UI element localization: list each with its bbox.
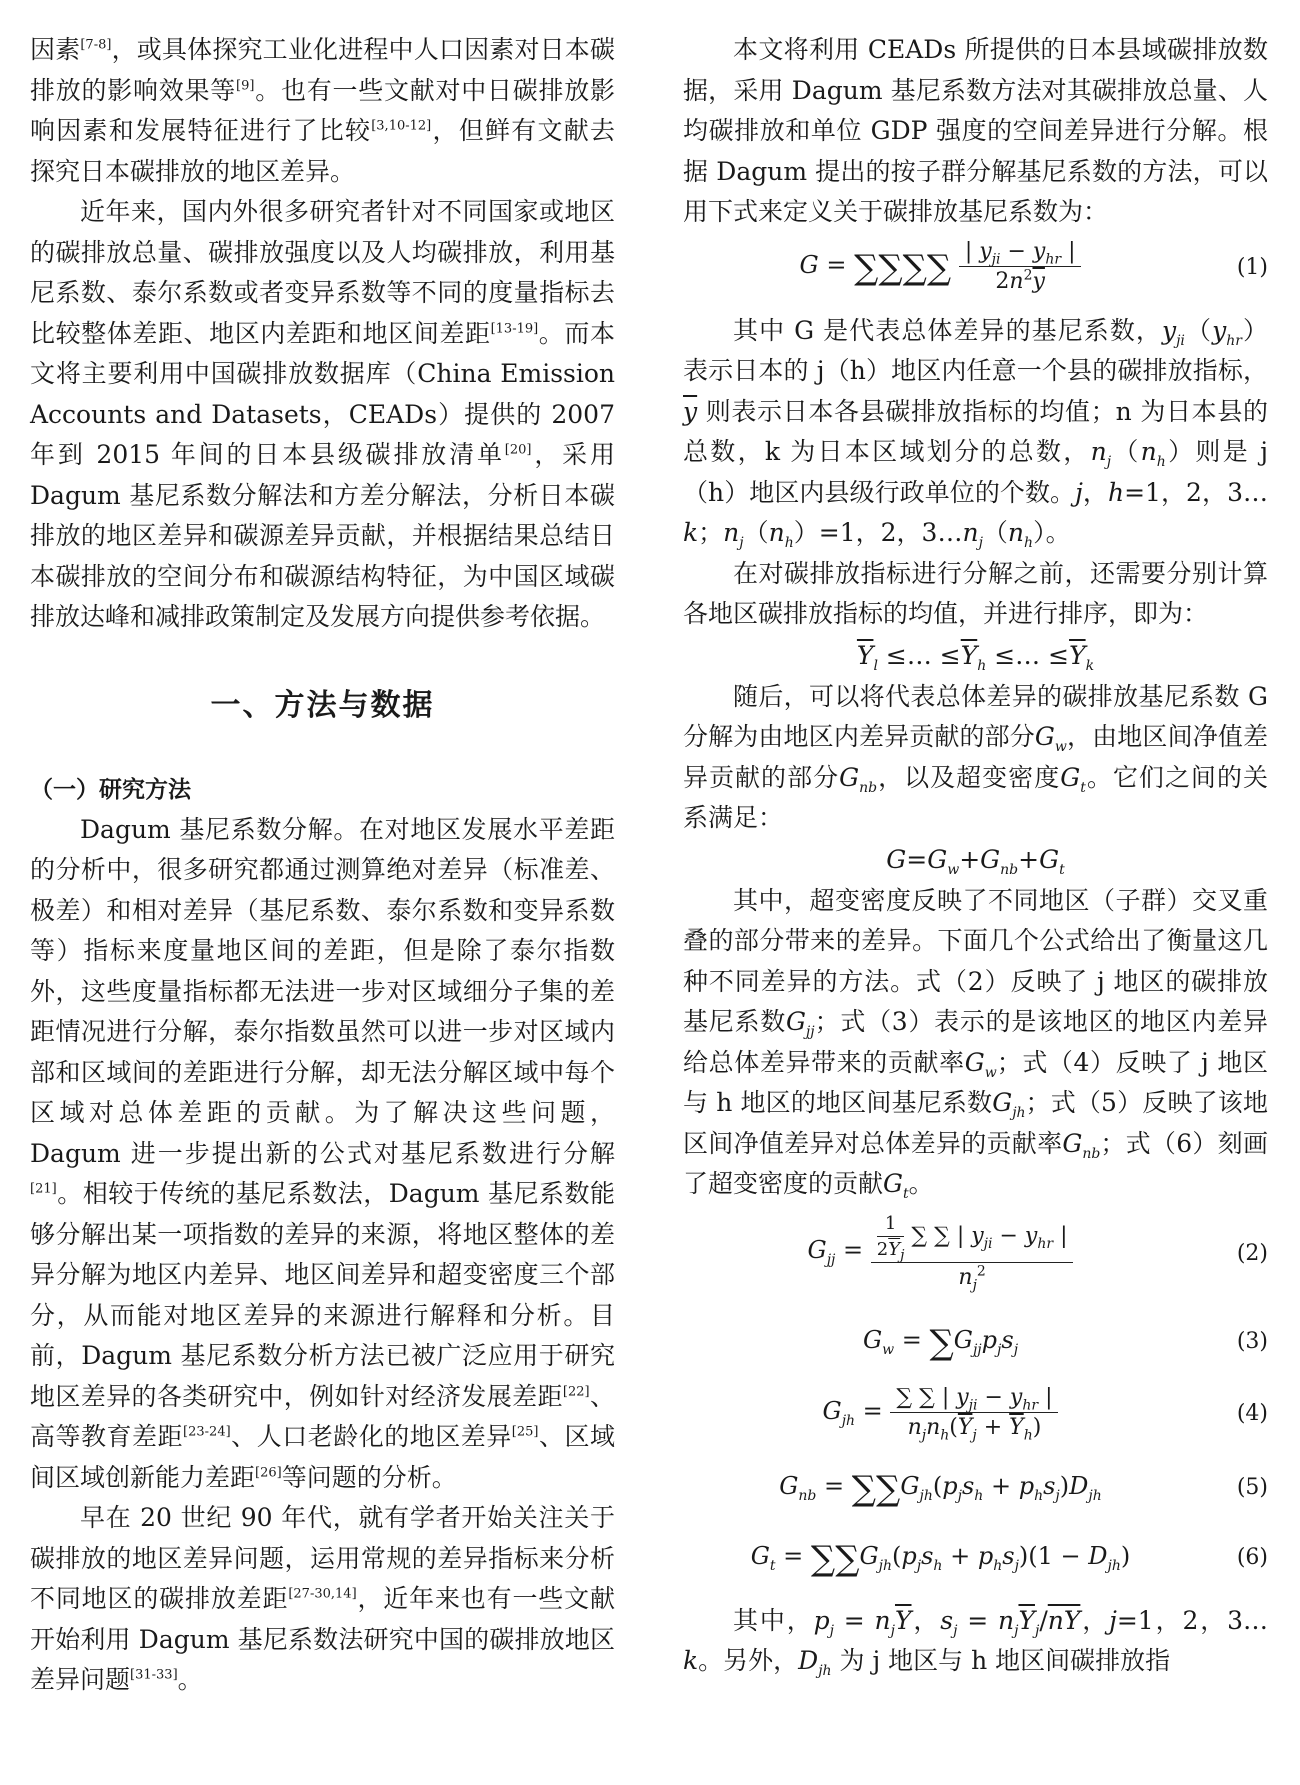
citation[interactable]: [25] bbox=[511, 1424, 539, 1440]
equation-5: $G_{nb} = \sum\sum G_{jh}(p_js_h + p_hs_j)D_{jh}$ (5) bbox=[779, 1468, 1268, 1509]
right-column bbox=[683, 30, 1268, 1682]
section-heading: 一、方法与数据 bbox=[210, 687, 435, 723]
decomposition-identity: $G=G_w+G_{nb}+G_t$ bbox=[886, 844, 1065, 878]
paragraph-dagum-method: Dagum 基尼系数分解。在对地区发展水平差距的分析中，很多研究都通过测算绝对差异（标准差、极差）和相对差异（基尼系数、泰尔系数和变异系数等）指标来度量地区间的差距，但是除了泰尔指数外，这些度量指标都无法进一步对区域细分子集的差距情况进行分解，泰尔指数虽然可以进一步对区域内部和区域间的差距进行分解，却无法分解区域中每个区域对总体差距的贡献。为了解决这些问题，Dagum 进一步提出新的公式对基尼系数进行分解[21]。相较于传统的基尼系数法，Dagum 基尼系数能够分解出某一项指数的差异的来源，将地区整体的差异分解为地区内差异、地区间差异和超变密度三个部分，从而能对地区差异的来源进行解释和分析。目前，Dagum 基尼系数分析方法已被广泛应用于研究地区差异的各类研究中，例如针对经济发展差距[22]、高等教育差距[23-24]、人口老龄化的地区差异[25]、区域间区域创新能力差距[26]等问题的分析。 bbox=[30, 814, 615, 1492]
citation[interactable]: [26] bbox=[255, 1465, 282, 1481]
paragraph-history: 早在 20 世纪 90 年代，就有学者开始关注关于碳排放的地区差异问题，运用常规的差异指标来分析不同地区的碳排放差距[27-30,14]，近年来也有一些文献开始利用 Dagum 基尼系数法研究中国的碳排放地区差异问题[31-33]。 bbox=[30, 1503, 615, 1694]
equation-2: $G_{jj}$ = $\frac{1}{2\overline{Y}_j}$ ∑ ∑ | $y_{ji} - y_{hr}$ | $n_j^2$ (2) bbox=[807, 1212, 1268, 1293]
equation-number: (5) bbox=[1236, 1474, 1268, 1500]
citation[interactable]: [27-30,14] bbox=[288, 1586, 357, 1602]
paragraph-literature: 近年来，国内外很多研究者针对不同国家或地区的碳排放总量、碳排放强度以及人均碳排放，利用基尼系数、泰尔系数或者变异系数等不同的度量指标去比较整体差距、地区内差距和地区间差距[13-19]。而本文将主要利用中国碳排放数据库（China Emission Accounts and Datasets，CEADs）提供的 2007 年到 2015 年间的日本县级碳排放清单[20]，采用 Dagum 基尼系数分解法和方差分解法，分析日本碳排放的地区差异和碳源差异贡献，并根据结果总结日本碳排放的空间分布和碳源结构特征，为中国区域碳排放达峰和减排政策制定及发展方向提供参考依据。 bbox=[30, 197, 615, 631]
paragraph-transvariation: 其中，超变密度反映了不同地区（子群）交叉重叠的部分带来的差异。下面几个公式给出了衡量这几种不同差异的方法。式（2）反映了 j 地区的碳排放基尼系数$G_{jj}$；式（3）表示的是该地区的地区内差异给总体差异带来的贡献率$G_w$；式（4）反映了 j 地区与 h 地区的地区间基尼系数$G_{jh}$；式（5）反映了该地区间净值差异对总体差异的贡献率$G_{nb}$；式（6）刻画了超变密度的贡献$G_t$。 bbox=[683, 885, 1268, 1202]
equation-number: (4) bbox=[1236, 1400, 1268, 1426]
equation-3: $G_w = \sum G_{jj}p_js_j$ (3) bbox=[862, 1322, 1268, 1363]
equation-number: (1) bbox=[1236, 254, 1268, 280]
paragraph-intro-continued: 因素[7-8]，或具体探究工业化进程中人口因素对日本碳排放的影响效果等[9]。也有一些文献对中日碳排放影响因素和发展特征进行了比较[3,10-12]，但鲜有文献去探究日本碳排放的地区差异。 bbox=[30, 35, 615, 186]
equation-1-fraction: $\frac{| y_{ji} - y_{hr} |}{2n^2\overline{y}}$ bbox=[959, 239, 1082, 294]
paragraph-ordering: 在对碳排放指标进行分解之前，还需要分别计算各地区碳排放指标的均值，并进行排序，即为： bbox=[683, 558, 1268, 628]
equation-number: (3) bbox=[1236, 1328, 1268, 1354]
paragraph-approach: 本文将利用 CEADs 所提供的日本县域碳排放数据，采用 Dagum 基尼系数方法对其碳排放总量、人均碳排放和单位 GDP 强度的空间差异进行分解。根据 Dagum 提出的按子群分解基尼系数的方法，可以用下式来定义关于碳排放基尼系数为： bbox=[683, 35, 1268, 226]
equation-4: $G_{jh}$ = $\frac{\sum \sum | y_{ji} - y_{hr} |}{n_jn_h(\overline{Y}_j + \overline{Y}_h)}$ (4) bbox=[822, 1384, 1268, 1443]
citation[interactable]: [3,10-12] bbox=[371, 118, 432, 134]
citation[interactable]: [9] bbox=[236, 78, 255, 94]
paragraph-variable-definitions: 其中 G 是代表总体差异的基尼系数，$y_{ji}(y_{hr})$表示日本的 j（h）地区内任意一个县的碳排放指标，$\overline{y}$ 则表示日本各县碳排放指标的均值；n 为日本县的总数，k 为日本区域划分的总数，$n_j(n_h)$则是 j（h）地区内县级行政单位的个数。j，h=1，2，3…k；$n_j(n_h)=1$，2，$3\dots n_j(n_h)$。 bbox=[683, 315, 1268, 551]
citation[interactable]: [20] bbox=[504, 442, 532, 458]
ordering-formula: $\overline{Y}_l$ ≤… $\le\overline{Y}_h$ ≤… $\le\overline{Y}_k$ bbox=[856, 640, 1095, 674]
citation[interactable]: [21] bbox=[30, 1181, 57, 1197]
equation-6: $G_t = \sum\sum G_{jh}(p_js_h + p_hs_j)(1 - D_{jh})$ (6) bbox=[750, 1538, 1268, 1579]
equation-number: (2) bbox=[1236, 1240, 1268, 1266]
paragraph-weights: 其中，$p_j = n_j\overline{Y}$，$s_j = n_j\overline{Y}_j/\overline{nY}$，j=1，2，3…k。另外，$D_{jh}$ 为 j 地区与 h 地区间碳排放指 bbox=[683, 1605, 1268, 1679]
equation-number: (6) bbox=[1236, 1544, 1268, 1570]
left-column bbox=[30, 30, 615, 1701]
paragraph-decomposition: 随后，可以将代表总体差异的碳排放基尼系数 G 分解为由地区内差异贡献的部分$G_w$，由地区间净值差异贡献的部分$G_{nb}$，以及超变密度$G_t$。它们之间的关系满足： bbox=[683, 681, 1268, 832]
citation[interactable]: [22] bbox=[562, 1384, 590, 1400]
citation[interactable]: [13-19] bbox=[490, 321, 539, 337]
citation[interactable]: [23-24] bbox=[183, 1424, 231, 1440]
citation[interactable]: [7-8] bbox=[80, 37, 112, 53]
subsection-heading: （一）研究方法 bbox=[30, 776, 191, 803]
citation[interactable]: [31-33] bbox=[130, 1667, 178, 1683]
equation-1: G = ∑∑∑∑ $\frac{| y_{ji} - y_{hr} |}{2n^2\overline{y}}$ (1) bbox=[799, 238, 1268, 294]
